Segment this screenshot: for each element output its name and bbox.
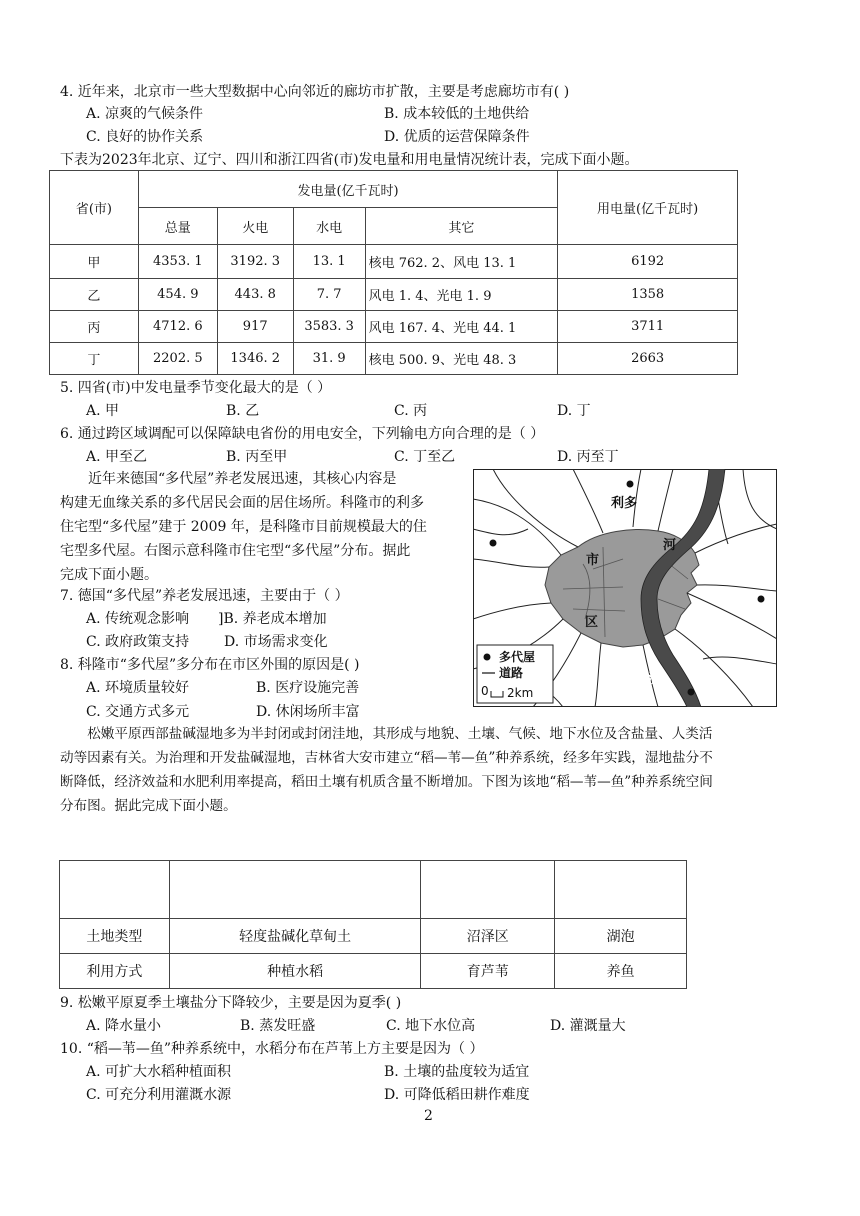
passage-line: 完成下面小题。 (60, 567, 158, 583)
cell-hydro: 13. 1 (293, 245, 365, 279)
cell-total: 4353. 1 (138, 245, 217, 279)
cell-use: 2663 (558, 343, 738, 375)
subheader-other: 其它 (365, 208, 558, 245)
q10-stem: 10. “稻—苇—鱼”种养系统中，水稻分布在芦苇上方主要是因为（ ） (60, 1041, 484, 1057)
cologne-map (473, 469, 777, 707)
label-city-shi: 市 (586, 553, 600, 568)
cell-thermal: 917 (217, 311, 293, 343)
q7-option-a: A. 传统观念影响 (86, 611, 190, 627)
cell-thermal: 1346. 2 (217, 343, 293, 375)
cell-other: 核电 762. 2、风电 13. 1 (365, 245, 558, 279)
header-province: 省(市) (50, 171, 139, 245)
q4-option-d: D. 优质的运营保障条件 (384, 129, 530, 145)
table-row (50, 279, 738, 311)
passage-line: 宅型多代屋。右图示意科隆市住宅型“多代屋”分布。据此 (60, 543, 411, 559)
page-number: 2 (424, 1108, 433, 1124)
passage-line: 动等因素有关。为治理和开发盐碱湿地，吉林省大安市建立“稻—苇—鱼”种养系统，经多年实践，湿地盐分不 (60, 750, 713, 766)
legend-house-icon (484, 654, 491, 661)
q9-option-a: A. 降水量小 (86, 1018, 162, 1034)
passage-line: 构建无血缘关系的多代居民会面的居住场所。科隆市的利多 (60, 495, 424, 511)
subheader-hydro: 水电 (293, 208, 365, 245)
q7-option-b: ]B. 养老成本增加 (218, 611, 327, 627)
q10-option-a: A. 可扩大水稻种植面积 (86, 1064, 232, 1080)
table1-intro: 下表为2023年北京、辽宁、四川和浙江四省(市)发电量和用电量情况统计表，完成下面小题。 (60, 152, 639, 168)
q4-option-a: A. 凉爽的气候条件 (86, 106, 204, 122)
cell-hydro: 7. 7 (293, 279, 365, 311)
q4-option-c: C. 良好的协作关系 (86, 129, 204, 145)
q9-option-c: C. 地下水位高 (386, 1018, 476, 1034)
passage-line: 分布图。据此完成下面小题。 (60, 798, 237, 814)
row-name: 甲 (50, 245, 139, 279)
q5-option-c: C. 丙 (394, 403, 428, 419)
cell-other: 核电 500. 9、光电 48. 3 (365, 343, 558, 375)
q4-option-b: B. 成本较低的土地供给 (384, 106, 530, 122)
q5-option-b: B. 乙 (226, 403, 260, 419)
cell-total: 4712. 6 (138, 311, 217, 343)
legend-road-label: 道路 (499, 666, 524, 680)
scale-zero: 0 (481, 684, 489, 698)
house-marker (627, 481, 634, 488)
image-cell (169, 861, 421, 919)
q6-option-b: B. 丙至甲 (226, 449, 288, 465)
table-row (50, 311, 738, 343)
q9-option-b: B. 蒸发旺盛 (240, 1018, 316, 1034)
q6-stem: 6. 通过跨区域调配可以保障缺电省份的用电安全，下列输电方向合理的是（ ） (60, 426, 545, 442)
passage-line: 近年来德国“多代屋”养老发展迅速，其核心内容是 (88, 471, 397, 487)
label-district-qu: 区 (585, 615, 599, 630)
cell-land-type: 轻度盐碱化草甸土 (169, 919, 421, 954)
q5-option-d: D. 丁 (557, 403, 591, 419)
house-marker (688, 689, 695, 696)
q5-option-a: A. 甲 (86, 403, 120, 419)
house-marker (758, 596, 765, 603)
q6-option-a: A. 甲至乙 (86, 449, 148, 465)
rice-reed-fish-table (59, 860, 687, 989)
q10-option-c: C. 可充分利用灌溉水源 (86, 1087, 232, 1103)
table-row (60, 919, 687, 954)
passage-line: 住宅型“多代屋”建于 2009 年，是科隆市目前规模最大的住 (60, 519, 427, 535)
q10-option-d: D. 可降低稻田耕作难度 (384, 1087, 530, 1103)
label-river-he: 河 (663, 538, 677, 553)
legend-house-label: 多代屋 (499, 650, 536, 664)
q8-option-d: D. 休闲场所丰富 (256, 704, 360, 720)
image-cell (60, 861, 170, 919)
power-statistics-table (49, 170, 738, 375)
image-cell (421, 861, 555, 919)
image-cell (555, 861, 687, 919)
q7-option-d: D. 市场需求变化 (224, 634, 328, 650)
q9-option-d: D. 灌溉量大 (550, 1018, 626, 1034)
cell-use: 3711 (558, 311, 738, 343)
row-name: 丁 (50, 343, 139, 375)
table-row (50, 343, 738, 375)
header-generation: 发电量(亿千瓦时) (138, 171, 557, 208)
passage-saline-wetland (60, 722, 850, 818)
passage-line: 断降低，经济效益和水肥利用率提高，稻田土壤有机质含量不断增加。下图为该地“稻—苇—鱼”种养系统空间 (60, 774, 713, 790)
q5-stem: 5. 四省(市)中发电量季节变化最大的是（ ） (60, 380, 332, 396)
cell-land-type: 湖泡 (555, 919, 687, 954)
header-consumption: 用电量(亿千瓦时) (558, 171, 738, 245)
passage-multigenerational-house (60, 467, 470, 587)
label-lido: 利多 (611, 496, 638, 511)
cell-use: 6192 (558, 245, 738, 279)
q7-stem: 7. 德国“多代屋”养老发展迅速，主要由于（ ） (60, 588, 349, 604)
subheader-total: 总量 (138, 208, 217, 245)
cell-total: 454. 9 (138, 279, 217, 311)
cell-usage: 育芦苇 (421, 954, 555, 989)
cell-usage: 种植水稻 (169, 954, 421, 989)
q6-option-c: C. 丁至乙 (394, 449, 456, 465)
cell-thermal: 443. 8 (217, 279, 293, 311)
row-label-usage: 利用方式 (60, 954, 170, 989)
cell-land-type: 沼泽区 (421, 919, 555, 954)
q8-option-b: B. 医疗设施完善 (256, 680, 360, 696)
cell-other: 风电 167. 4、光电 44. 1 (365, 311, 558, 343)
row-label-land-type: 土地类型 (60, 919, 170, 954)
label-river-liu: 流 (648, 672, 662, 687)
q7-option-c: C. 政府政策支持 (86, 634, 190, 650)
q9-stem: 9. 松嫩平原夏季土壤盐分下降较少，主要是因为夏季( ) (60, 995, 402, 1011)
passage-line: 松嫩平原西部盐碱湿地多为半封闭或封闭洼地，其形成与地貌、土壤、气候、地下水位及含盐量、人类活 (87, 726, 713, 742)
table-row (50, 245, 738, 279)
table-row (60, 954, 687, 989)
row-name: 乙 (50, 279, 139, 311)
cell-other: 风电 1. 4、光电 1. 9 (365, 279, 558, 311)
q8-stem: 8. 科隆市“多代屋”多分布在市区外围的原因是( ) (60, 657, 360, 673)
cell-hydro: 31. 9 (293, 343, 365, 375)
cell-total: 2202. 5 (138, 343, 217, 375)
q4-stem: 4. 近年来，北京市一些大型数据中心向邻近的廊坊市扩散，主要是考虑廊坊市有( ) (60, 84, 570, 100)
row-name: 丙 (50, 311, 139, 343)
cell-usage: 养鱼 (555, 954, 687, 989)
q6-option-d: D. 丙至丁 (557, 449, 619, 465)
q8-option-a: A. 环境质量较好 (86, 680, 190, 696)
cell-use: 1358 (558, 279, 738, 311)
cell-thermal: 3192. 3 (217, 245, 293, 279)
scale-length: 2km (507, 686, 534, 700)
cell-hydro: 3583. 3 (293, 311, 365, 343)
q8-option-c: C. 交通方式多元 (86, 704, 190, 720)
house-marker (490, 540, 497, 547)
subheader-thermal: 火电 (217, 208, 293, 245)
q10-option-b: B. 土壤的盐度较为适宜 (384, 1064, 530, 1080)
